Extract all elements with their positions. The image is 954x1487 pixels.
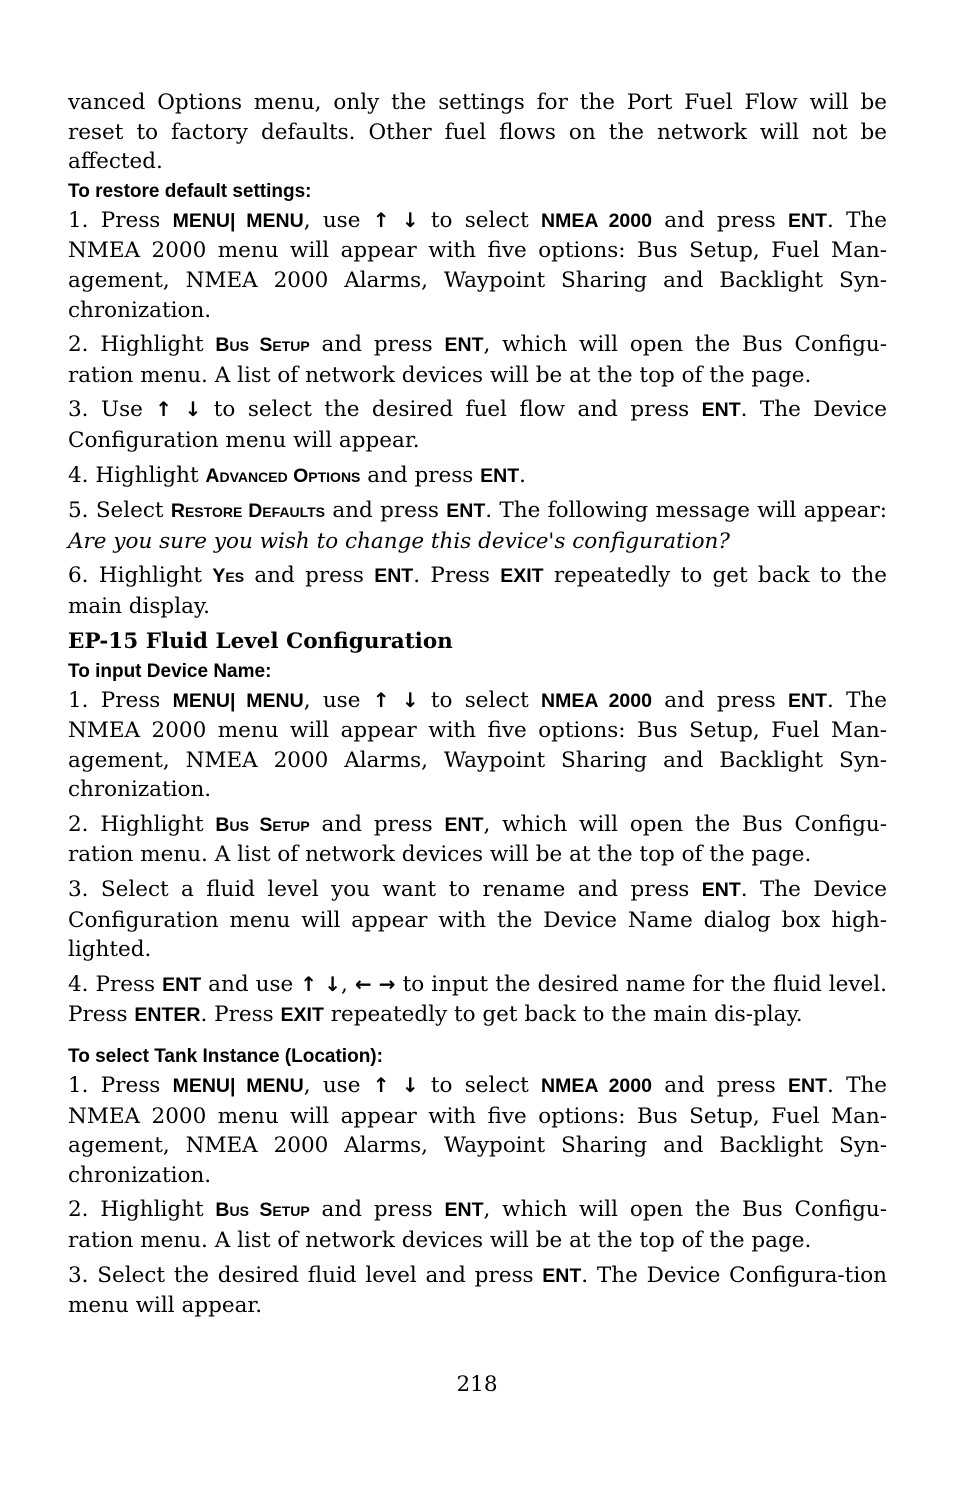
arrow-up-down-icon: ↑ ↓ [300, 971, 341, 996]
arrow-up-down-icon: ↑ ↓ [372, 687, 419, 712]
step-4-restore: 4. Highlight Advanced Options and press ENT. [68, 462, 527, 488]
heading-select-tank-instance: To select Tank Instance (Location): [68, 1046, 383, 1068]
intro-paragraph: vanced Options menu, only the settings for the Port Fuel Flow will be reset to factory defaults. Other fuel flows on the network will not be affected. [68, 90, 887, 175]
arrow-up-down-icon: ↑ ↓ [372, 1073, 419, 1098]
step-3-name: 3. Select a fluid level you want to rename and press ENT. The Device Configuration menu will appear with the Device Name dialog box high-lighted. [68, 877, 887, 963]
step-3-tank: 3. Select the desired fluid level and press ENT. The Device Configura-tion menu will appear. [68, 1262, 887, 1319]
arrow-left-right-icon: ← → [354, 971, 396, 996]
step-5-restore: 5. Select Restore Defaults and press ENT. The following message will appear: Are you sure you wish to change this device's configuration? [68, 498, 888, 554]
step-2-tank: 2. Highlight Bus Setup and press ENT, which will open the Bus Configu-ration menu. A list of network devices will be at the top of the page. [68, 1197, 887, 1253]
heading-input-device-name: To input Device Name: [68, 660, 272, 682]
page-number: 218 [456, 1372, 498, 1397]
arrow-up-down-icon: ↑ ↓ [155, 397, 202, 422]
step-1-restore: 1. Press MENU| MENU, use ↑ ↓ to select NMEA 2000 and press ENT. The NMEA 2000 menu will appear with five options: Bus Setup, Fuel Man-agement, NMEA 2000 Alarms, Waypoint Sharing and Backlight Syn-chronization. [68, 207, 888, 323]
page-content [68, 88, 887, 1326]
step-2-name: 2. Highlight Bus Setup and press ENT, which will open the Bus Configu-ration menu. A list of network devices will be at the top of the page. [68, 811, 887, 868]
step-2-restore: 2. Highlight Bus Setup and press ENT, which will open the Bus Configu-ration menu. A list of network devices will be at the top of the page. [68, 332, 887, 388]
step-4-name: 4. Press ENT and use ↑ ↓, ← → to input the desired name for the fluid level. Press ENTER. Press EXIT repeatedly to get back to the main dis-play. [68, 971, 887, 1028]
step-1-name: 1. Press MENU| MENU, use ↑ ↓ to select NMEA 2000 and press ENT. The NMEA 2000 menu will appear with five options: Bus Setup, Fuel Man-agement, NMEA 2000 Alarms, Waypoint Sharing and Backlight Syn-chronization. [68, 687, 888, 803]
section-title-ep15: EP-15 Fluid Level Configuration [68, 628, 453, 654]
step-1-tank: 1. Press MENU| MENU, use ↑ ↓ to select NMEA 2000 and press ENT. The NMEA 2000 menu will appear with five options: Bus Setup, Fuel Man-agement, NMEA 2000 Alarms, Waypoint Sharing and Backlight Syn-chronization. [68, 1073, 888, 1188]
step-6-restore: 6. Highlight Yes and press ENT. Press EXIT repeatedly to get back to the main display. [68, 563, 887, 619]
heading-restore-default: To restore default settings: [68, 180, 312, 202]
arrow-up-down-icon: ↑ ↓ [372, 207, 419, 232]
step-3-restore: 3. Use ↑ ↓ to select the desired fuel flow and press ENT. The Device Configuration menu will appear. [68, 397, 888, 453]
